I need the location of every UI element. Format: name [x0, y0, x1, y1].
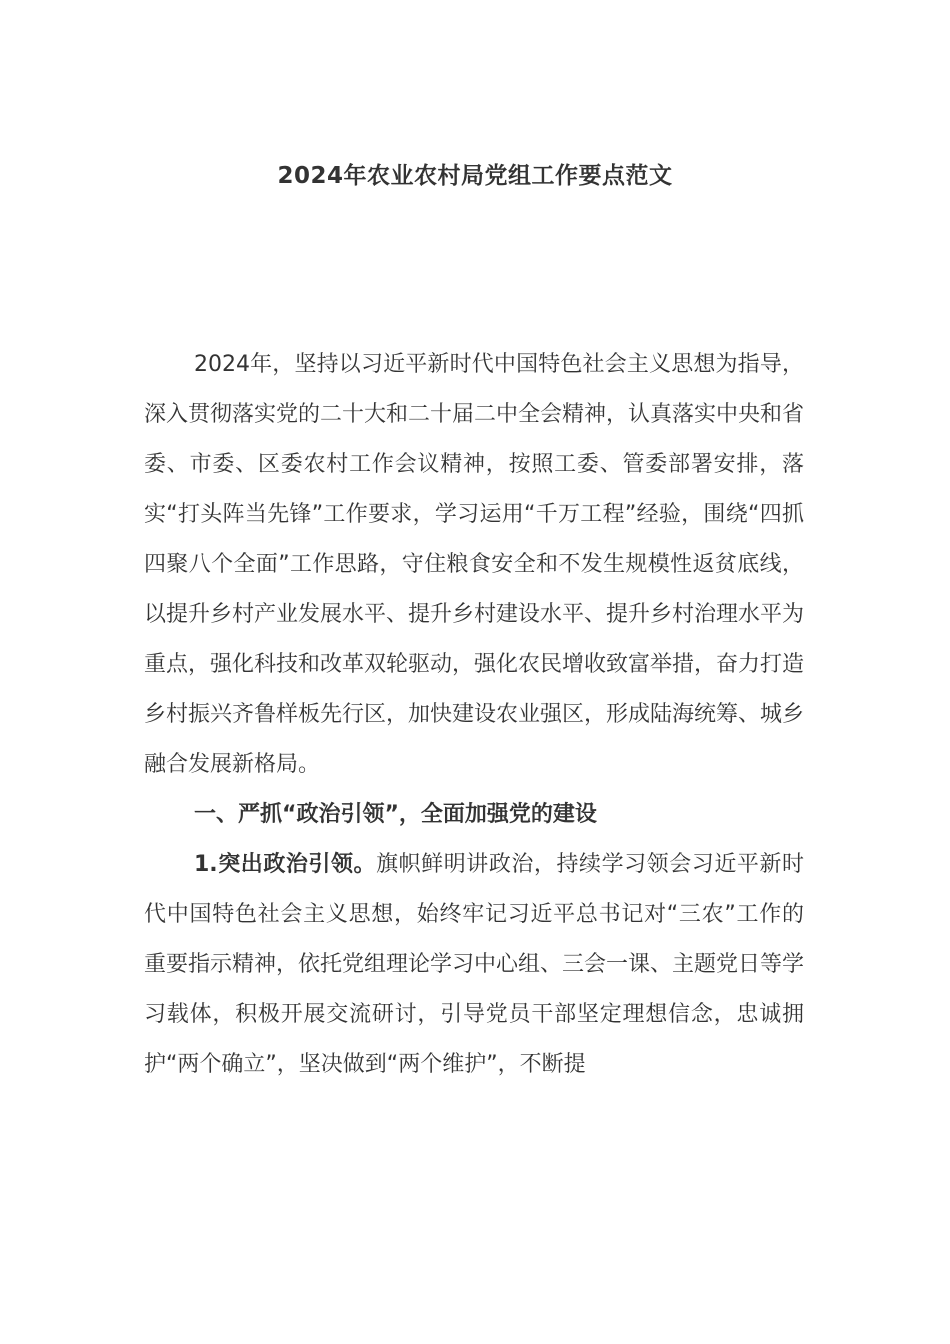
- document-title: 2024年农业农村局党组工作要点范文: [277, 163, 673, 189]
- item-text: 旗帜鲜明讲政治，持续学习领会习近平新时代中国特色社会主义思想，始终牢记习近平总书记对“三农”工作的重要指示精神，依托党组理论学习中心组、三会一课、主题党日等学习载体，积极开展交流研讨，引导党员干部坚定理想信念，忠诚拥护“两个确立”，坚决做到“两个维护”，不断提: [144, 852, 805, 1077]
- item-lead: 1.突出政治引领。: [194, 852, 377, 877]
- section-heading: 一、严抓“政治引领”，全面加强党的建设: [194, 802, 597, 827]
- intro-paragraph: 2024年，坚持以习近平新时代中国特色社会主义思想为指导，深入贯彻落实党的二十大和二十届二中全会精神，认真落实中央和省委、市委、区委农村工作会议精神，按照工委、管委部署安排，落实“打头阵当先锋”工作要求，学习运用“千万工程”经验，围绕“四抓四聚八个全面”工作思路，守住粮食安全和不发生规模性返贫底线，以提升乡村产业发展水平、提升乡村建设水平、提升乡村治理水平为重点，强化科技和改革双轮驱动，强化农民增收致富举措，奋力打造乡村振兴齐鲁样板先行区，加快建设农业强区，形成陆海统筹、城乡融合发展新格局。: [144, 352, 805, 777]
- item-paragraph: [144, 840, 804, 1090]
- document-body: [144, 340, 804, 1090]
